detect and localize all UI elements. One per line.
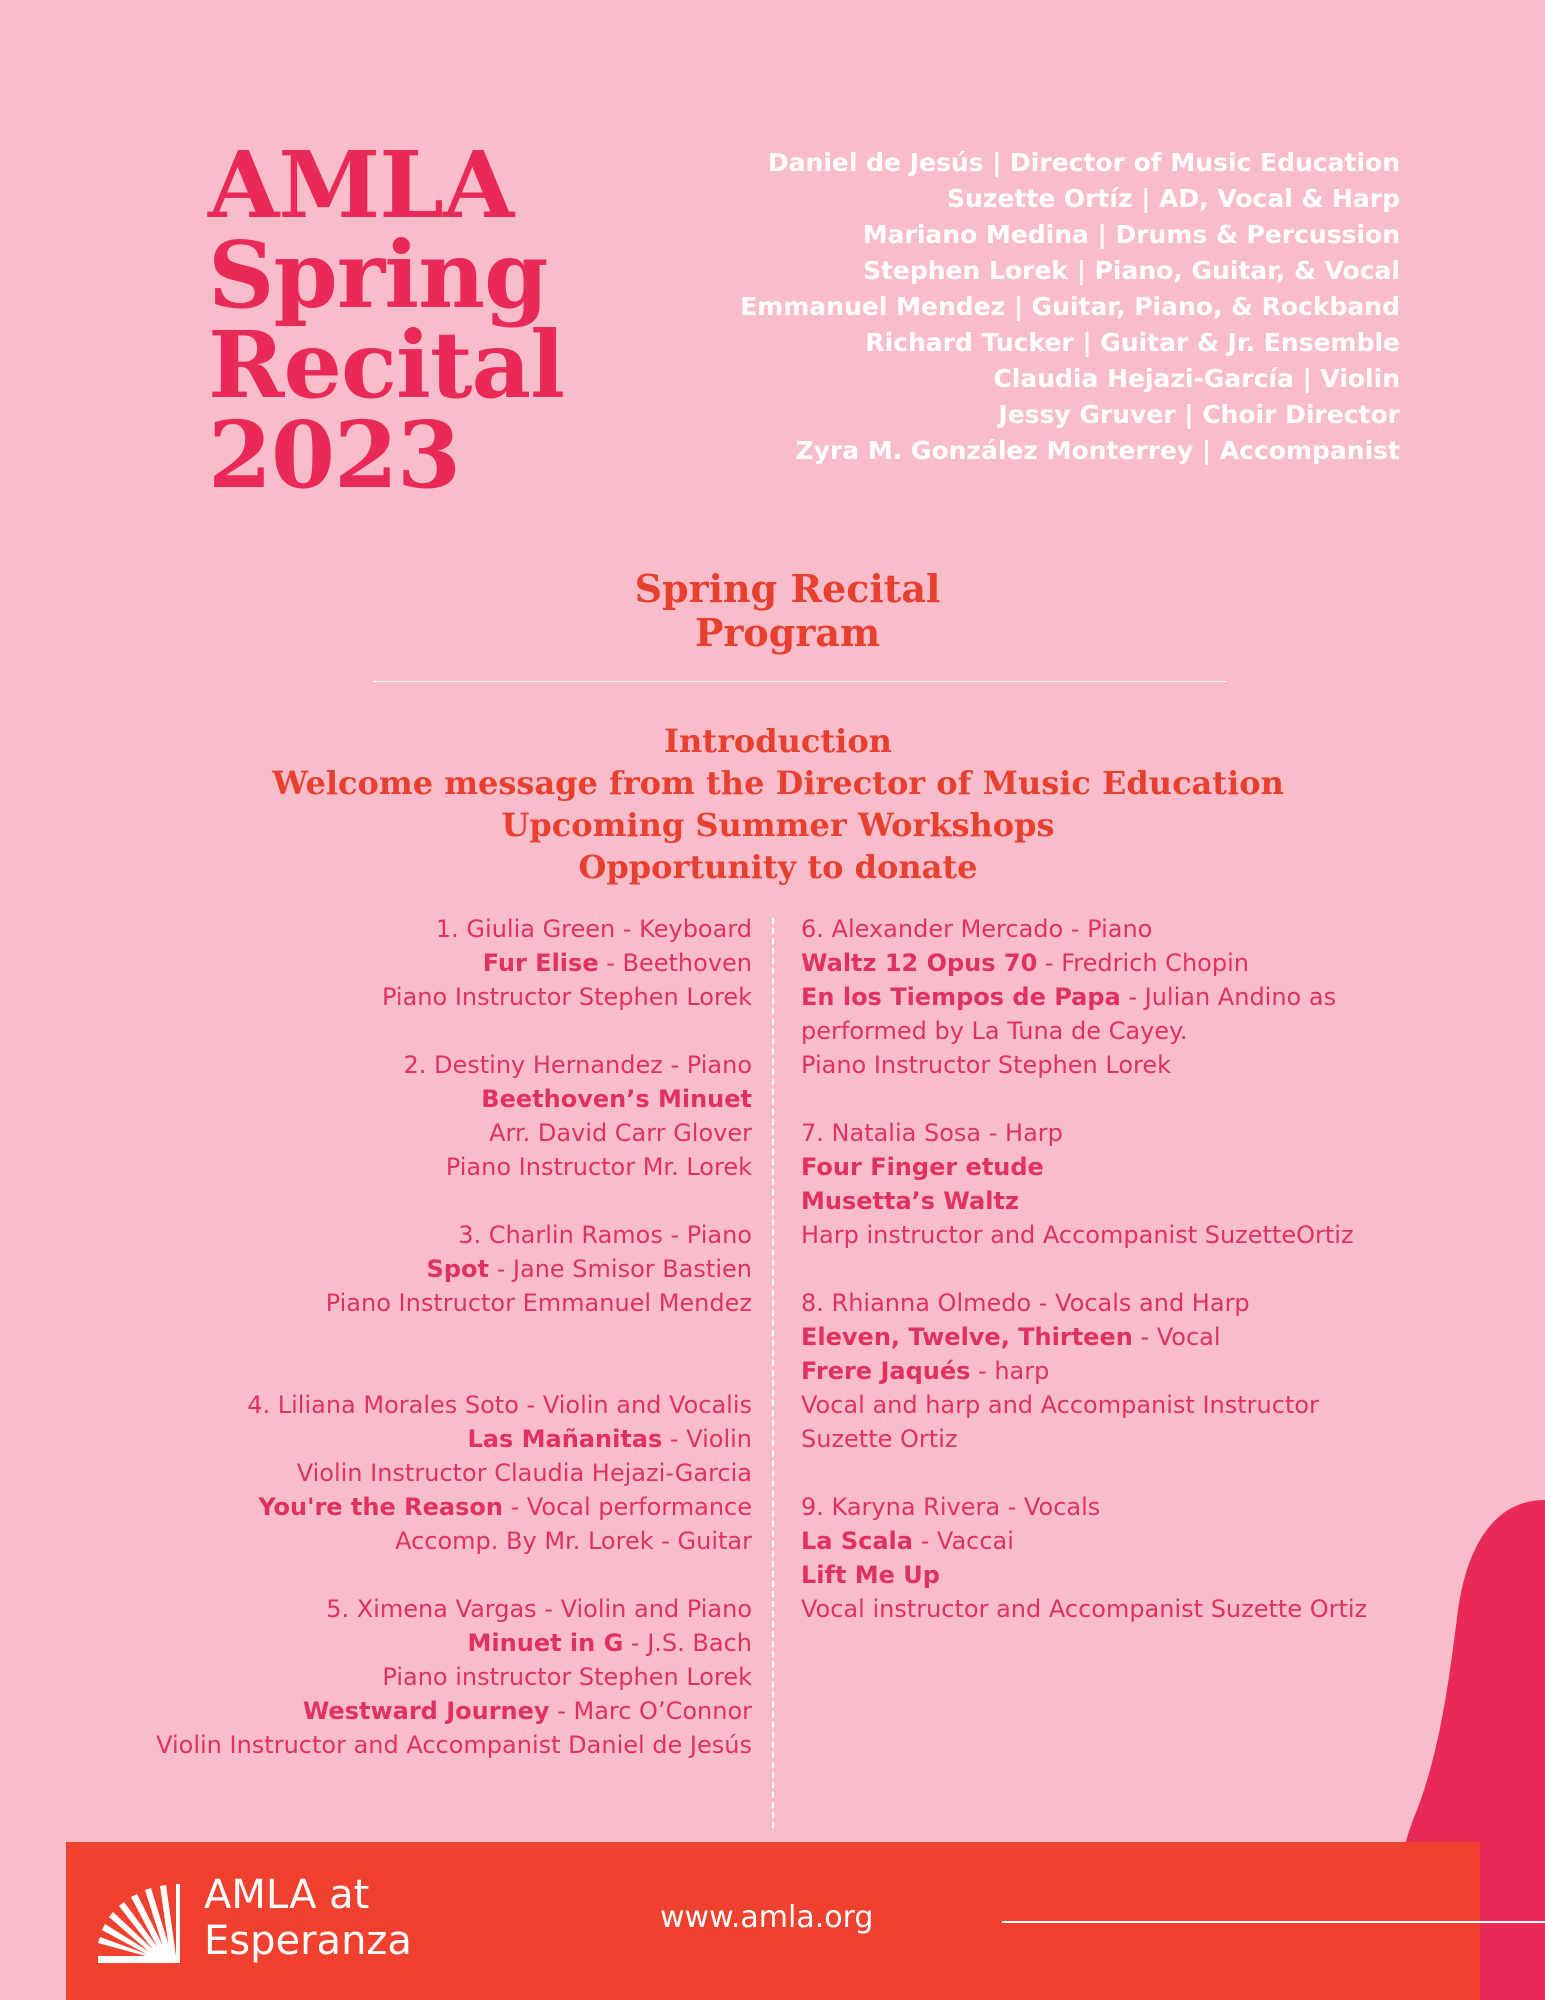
instructor-line: Vocal and harp and Accompanist Instructor — [801, 1391, 1319, 1419]
piece-composer: - Vocal — [1132, 1323, 1221, 1351]
arranger-line: Arr. David Carr Glover — [489, 1119, 752, 1147]
instructor-line: Harp instructor and Accompanist SuzetteOrtiz — [801, 1221, 1354, 1249]
column-divider — [772, 918, 774, 1828]
piece-line — [801, 1320, 1367, 1354]
piece-title: You're the Reason — [258, 1493, 503, 1521]
faculty-item: Richard Tucker | Guitar & Jr. Ensemble — [865, 328, 1400, 357]
accompanist-line: Accomp. By Mr. Lorek - Guitar — [395, 1527, 752, 1555]
intro-item: Upcoming Summer Workshops — [501, 806, 1055, 844]
faculty-list — [740, 145, 1400, 469]
instructor-line-cont: Suzette Ortiz — [801, 1425, 958, 1453]
piece-composer: - J.S. Bach — [623, 1629, 752, 1657]
piece-title: Beethoven’s Minuet — [481, 1085, 752, 1113]
piece-composer: - harp — [970, 1357, 1050, 1385]
heading-divider — [373, 681, 1226, 682]
title-line-4: 2023 — [208, 401, 461, 509]
piece-composer: - Beethoven — [598, 949, 752, 977]
faculty-item: Jessy Gruver | Choir Director — [998, 400, 1400, 429]
performer-line: 2. Destiny Hernandez - Piano — [403, 1051, 752, 1079]
faculty-item: Suzette Ortíz | AD, Vocal & Harp — [946, 184, 1400, 213]
performer-line: 4. Liliana Morales Soto - Violin and Vocalis — [247, 1391, 752, 1419]
logo-line-1: AMLA at — [204, 1872, 370, 1918]
piece-line — [156, 1252, 752, 1286]
instructor-line: Piano Instructor Mr. Lorek — [445, 1153, 752, 1181]
instructor-line: Piano Instructor Emmanuel Mendez — [325, 1289, 752, 1317]
piece-composer: - Marc O’Connor — [549, 1697, 752, 1725]
program-heading-line-1: Spring Recital — [634, 566, 941, 611]
instructor-line: Piano Instructor Stephen Lorek — [381, 983, 752, 1011]
faculty-item: Daniel de Jesús | Director of Music Education — [767, 148, 1400, 177]
piece-composer: - Vocal performance — [502, 1493, 752, 1521]
intro-list — [0, 720, 1545, 888]
footer-rule — [1002, 1921, 1545, 1923]
piece-line — [801, 1354, 1367, 1388]
piece-composer: - Fredrich Chopin — [1037, 949, 1249, 977]
instructor-line: Violin Instructor Claudia Hejazi-Garcia — [296, 1459, 752, 1487]
program-column-left — [156, 912, 752, 1762]
performer-line: 9. Karyna Rivera - Vocals — [801, 1493, 1101, 1521]
intro-item: Welcome message from the Director of Music Education — [272, 764, 1284, 802]
piece-title: Westward Journey — [302, 1697, 550, 1725]
intro-item: Opportunity to donate — [578, 848, 978, 886]
piece-title: Frere Jaqués — [801, 1357, 971, 1385]
piece-title: Eleven, Twelve, Thirteen — [801, 1323, 1133, 1351]
piece-composer: - Violin — [662, 1425, 752, 1453]
piece-line — [801, 1524, 1367, 1558]
footer-logo-text — [204, 1872, 412, 1964]
piece-composer: - Jane Smisor Bastien — [488, 1255, 752, 1283]
logo-line-2: Esperanza — [204, 1918, 412, 1964]
sunburst-icon — [98, 1884, 180, 1966]
faculty-item: Mariano Medina | Drums & Percussion — [862, 220, 1400, 249]
program-heading-line-2: Program — [694, 610, 881, 655]
performer-line: 6. Alexander Mercado - Piano — [801, 915, 1153, 943]
performer-line: 3. Charlin Ramos - Piano — [458, 1221, 752, 1249]
piece-line — [801, 946, 1367, 980]
website-link[interactable]: www.amla.org — [660, 1900, 874, 1935]
piece-line — [156, 1626, 752, 1660]
piece-line — [156, 1422, 752, 1456]
program-column-right — [801, 912, 1367, 1626]
piece-title: Spot — [426, 1255, 489, 1283]
program-heading — [0, 567, 1545, 655]
title-line-3: Recital — [208, 311, 565, 419]
piece-title: Las Mañanitas — [467, 1425, 663, 1453]
piece-line — [801, 980, 1367, 1014]
instructor-line: Piano Instructor Stephen Lorek — [801, 1051, 1172, 1079]
faculty-item: Emmanuel Mendez | Guitar, Piano, & Rockband — [740, 292, 1400, 321]
piece-line-cont: performed by La Tuna de Cayey. — [801, 1017, 1188, 1045]
page-title — [208, 131, 565, 509]
performer-line: 1. Giulia Green - Keyboard — [435, 915, 752, 943]
performer-line: 7. Natalia Sosa - Harp — [801, 1119, 1063, 1147]
piece-title: Musetta’s Waltz — [801, 1187, 1019, 1215]
piece-title: Waltz 12 Opus 70 — [801, 949, 1038, 977]
instructor-line: Violin Instructor and Accompanist Daniel de Jesús — [156, 1731, 752, 1759]
intro-item: Introduction — [664, 722, 892, 760]
piece-title: Fur Elise — [482, 949, 599, 977]
title-line-1: AMLA — [208, 131, 514, 239]
piece-title: Four Finger etude — [801, 1153, 1044, 1181]
title-line-2: Spring — [208, 221, 548, 329]
piece-line — [156, 1694, 752, 1728]
faculty-item: Claudia Hejazi-García | Violin — [993, 364, 1400, 393]
performer-line: 8. Rhianna Olmedo - Vocals and Harp — [801, 1289, 1250, 1317]
piece-title: Minuet in G — [467, 1629, 624, 1657]
performer-line: 5. Ximena Vargas - Violin and Piano — [326, 1595, 752, 1623]
piece-title: En los Tiempos de Papa — [801, 983, 1121, 1011]
piece-line — [156, 1490, 752, 1524]
piece-composer: - Vaccai — [912, 1527, 1014, 1555]
piece-title: La Scala — [801, 1527, 913, 1555]
piece-composer: - Julian Andino as — [1120, 983, 1337, 1011]
faculty-item: Stephen Lorek | Piano, Guitar, & Vocal — [862, 256, 1400, 285]
faculty-item: Zyra M. González Monterrey | Accompanist — [795, 436, 1400, 465]
piece-title: Lift Me Up — [801, 1561, 940, 1589]
instructor-line: Piano instructor Stephen Lorek — [382, 1663, 752, 1691]
instructor-line: Vocal instructor and Accompanist Suzette Ortiz — [801, 1595, 1368, 1623]
piece-line — [156, 946, 752, 980]
